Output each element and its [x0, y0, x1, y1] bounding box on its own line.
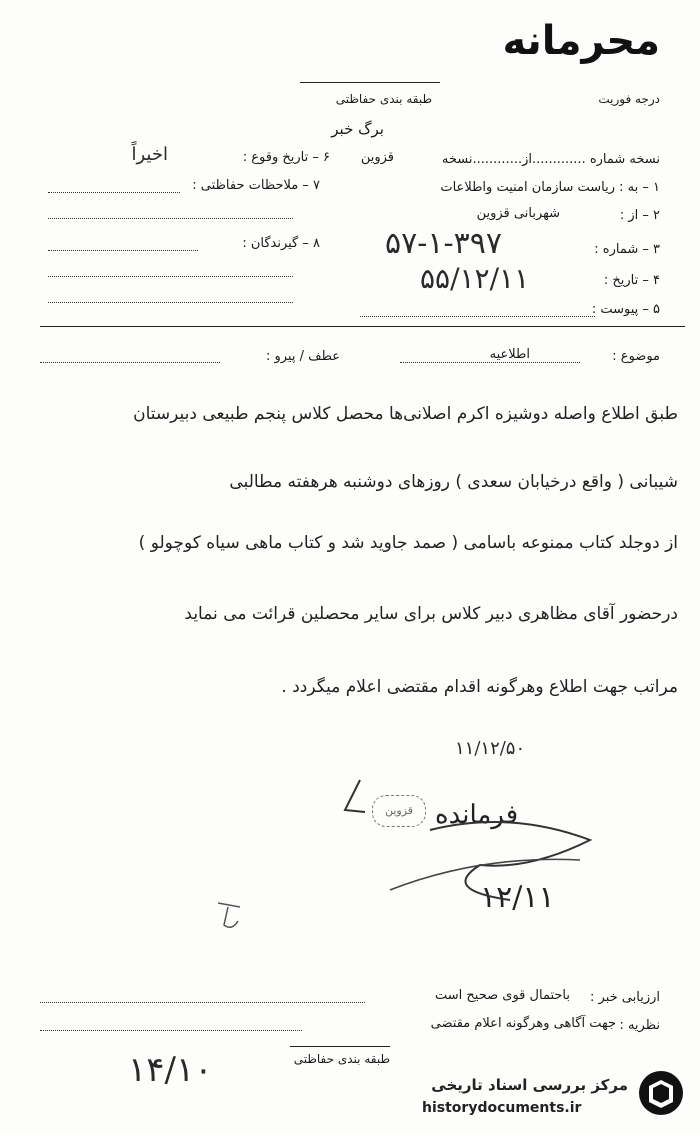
- subject-line: [400, 362, 580, 363]
- signature-date: ۱۲/۱۱: [480, 880, 555, 915]
- section-divider: [40, 326, 685, 327]
- opinion-line: [40, 1030, 302, 1031]
- recipients-line-1: [48, 250, 198, 251]
- to-field: ۱ – به : ریاست سازمان امنیت واطلاعات: [440, 180, 660, 195]
- watermark-title: مرکز بررسی اسناد تاریخی: [431, 1076, 628, 1094]
- body-line-4: درحضور آقای مظاهری دبیر کلاس برای سایر محصلین قرائت می نماید: [184, 604, 678, 624]
- event-date-label: ۶ – تاریخ وقوع :: [242, 150, 330, 165]
- footer-rule: [290, 1046, 390, 1047]
- notes-label: ۷ – ملاحظات حفاظتی :: [192, 178, 320, 193]
- attachment-line: [360, 316, 595, 317]
- from-value: شهربانی قزوین: [476, 206, 560, 221]
- copy-number: نسخه شماره .............از............نسخه: [441, 152, 660, 167]
- notes-line-1: [48, 192, 180, 193]
- signature: فرمانده: [435, 800, 519, 830]
- body-line-5: مراتب جهت اطلاع وهرگونه اقدام مقتضی اعلام میگردد .: [281, 677, 678, 697]
- number-label: ۳ – شماره :: [594, 242, 660, 257]
- number-value: ۵۷-۱-۳۹۷: [385, 226, 502, 261]
- watermark-url: historydocuments.ir: [422, 1100, 582, 1116]
- from-label: ۲ – از :: [619, 208, 660, 223]
- recipients-line-2: [48, 276, 293, 277]
- notes-line-2: [48, 218, 293, 219]
- body-line-3: از دوجلد کتاب ممنوعه باسامی ( صمد جاوید شد و کتاب ماهی سیاه کوچولو ): [138, 533, 678, 553]
- form-title: برگ خبر: [331, 120, 384, 138]
- opinion-label: نظریه :: [619, 1018, 660, 1033]
- rating-value: باحتمال قوی صحیح است: [435, 988, 570, 1003]
- classification-footer: طبقه بندی حفاظتی: [293, 1052, 390, 1066]
- body-line-2: شیبانی ( واقع درخیابان سعدی ) روزهای دوشنبه هرهفته مطالبی: [229, 472, 678, 492]
- small-mark: [210, 895, 250, 935]
- classification-stamp: محرمانه: [502, 18, 660, 64]
- date-label: ۴ – تاریخ :: [603, 273, 660, 288]
- attachment-label: ۵ – پیوست :: [591, 302, 660, 317]
- recipients-label: ۸ – گیرندگان :: [242, 236, 320, 251]
- signature-scribble: [330, 770, 670, 910]
- subject-value: اطلاعیه: [489, 347, 530, 362]
- date-value: ۵۵/۱۲/۱۱: [420, 262, 530, 295]
- classification-label: طبقه بندی حفاظتی: [335, 92, 432, 106]
- priority-label: درجه فوریت: [598, 92, 660, 106]
- round-stamp: قزوین: [372, 795, 426, 827]
- rating-line: [40, 1002, 365, 1003]
- rating-label: ارزیابی خبر :: [590, 990, 660, 1005]
- ref-line: [40, 362, 220, 363]
- date-annotation: ۱۱/۱۲/۵۰: [455, 738, 526, 759]
- archive-logo-icon: [636, 1068, 686, 1118]
- subject-label: موضوع :: [612, 349, 660, 364]
- opinion-value: جهت آگاهی وهرگونه اعلام مقتضی: [430, 1016, 616, 1031]
- event-date-value: اخیراً: [131, 144, 168, 165]
- city-top: قزوین: [360, 150, 394, 165]
- header-rule: [300, 82, 440, 83]
- ref-label: عطف / پیرو :: [265, 349, 340, 364]
- recipients-line-3: [48, 302, 293, 303]
- bottom-number: ۱۴/۱۰: [128, 1050, 213, 1090]
- body-line-1: طبق اطلاع واصله دوشیزه اکرم اصلانی‌ها محصل کلاس پنجم طبیعی دبیرستان: [133, 404, 678, 424]
